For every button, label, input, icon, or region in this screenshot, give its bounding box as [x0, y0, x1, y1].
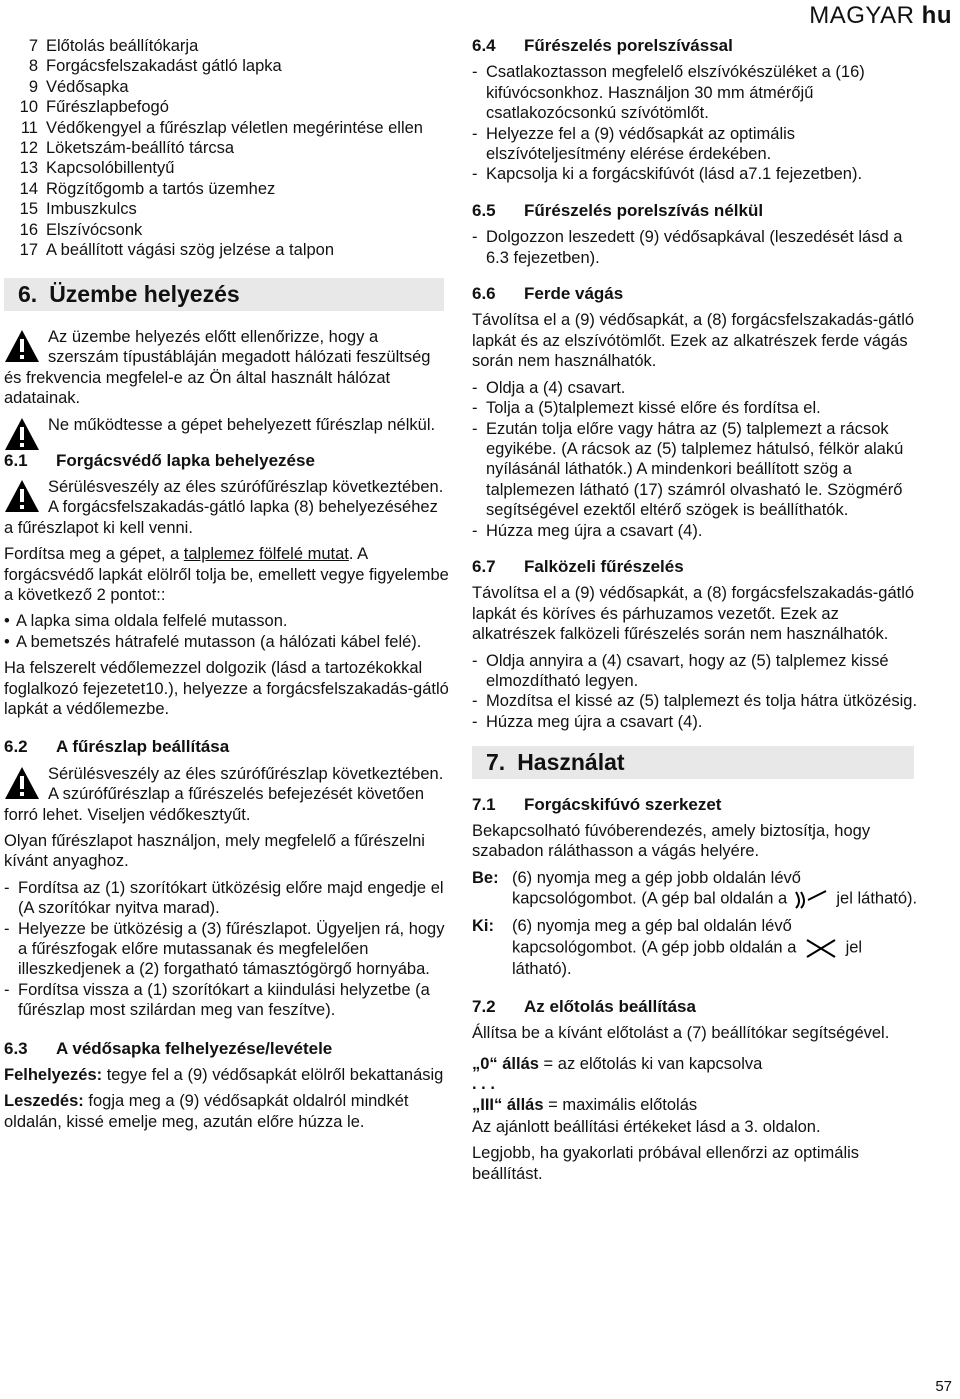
step-item: - Fordítsa vissza a (1) szorítókart a kiindulási helyzetbe (a fűrészlap most szilárdan meg van feszítve). [4, 980, 450, 1021]
part-name: Fűrészlapbefogó [46, 98, 169, 117]
instruction-text [512, 916, 920, 979]
warning-sharp-blade [4, 477, 450, 538]
bullet-item: • A lapka sima oldala felfelé mutasson. [4, 611, 450, 631]
part-name: A beállított vágási szög jelzése a talpon [46, 241, 335, 260]
part-number: 9 [28, 77, 38, 96]
paragraph [4, 1065, 450, 1085]
parts-list-item [4, 36, 450, 56]
section-number: 7. [486, 749, 506, 776]
part-name: Imbuszkulcs [46, 200, 137, 219]
part-number: 13 [19, 159, 38, 178]
text: fogja meg a (9) védősapkát oldalról mindkét oldalán, kissé emelje meg, azután előre húzza le. [4, 1092, 409, 1131]
part-name: Előtolás beállítókarja [46, 37, 199, 55]
paragraph: Ha felszerelt védőlemezzel dolgozik (lásd a tartozékokkal foglalkozó fejezetet10.), helyezze a forgácsfelszakadás-gátló lapkát a védőlemezbe. [4, 659, 449, 718]
section-7-1-heading [472, 795, 920, 815]
language-code: hu [921, 2, 952, 29]
bold-label: „0“ állás [472, 1054, 539, 1073]
step-item: - Fordítsa az (1) szorítókart ütközésig előre majd engedje el (A szorítókar nyitva marad). [4, 878, 450, 919]
left-column [4, 36, 450, 1138]
part-number: 16 [19, 220, 38, 239]
ellipsis: . . . [472, 1075, 495, 1094]
part-name: Rögzítőgomb a tartós üzemhez [46, 179, 276, 198]
step-item: - Dolgozzon leszedett (9) védősapkával (leszedését lásd a 6.3 fejezetben). [472, 227, 920, 268]
section-7-heading [472, 746, 914, 778]
text: (6) nyomja meg a gép bal oldalán lévő kapcsológombot. (A gép jobb oldalán a [512, 917, 797, 956]
part-name: Löketszám-beállító tárcsa [46, 139, 235, 158]
setting-max [472, 1095, 920, 1115]
paragraph: Legjobb, ha gyakorlati próbával ellenőrzi az optimális beállítást. [472, 1144, 860, 1183]
warning-text: Sérülésveszély az éles szúrófűrészlap következtében. A szúrófűrészlap a fűrészelés befejezését követően forró lehet. Viseljen védőkesztyűt. [4, 764, 444, 824]
paragraph: Állítsa be a kívánt előtolást a (7) beállítókar segítségével. [472, 1024, 890, 1043]
part-number: 8 [28, 57, 38, 76]
warning-no-blade [4, 415, 450, 435]
warning-voltage [4, 327, 450, 409]
step-item: - Oldja annyira a (4) csavart, hogy az (5) talplemez kissé elmozdítható legyen. [472, 651, 920, 692]
blower-on-instruction [472, 868, 920, 910]
language-header [809, 2, 952, 30]
blower-off-symbol-icon [801, 937, 841, 959]
parts-list [4, 36, 450, 260]
step-list [472, 62, 920, 184]
paragraph: Távolítsa el a (9) védősapkát, a (8) forgácsfelszakadás-gátló lapkát és az elszívótömlőt. Ezek az alkatrészek ferde vágás során nem használhatók. [472, 311, 915, 371]
part-name: Védőkengyel a fűrészlap véletlen megérintése ellen [46, 118, 423, 137]
part-number: 15 [19, 200, 38, 219]
paragraph: Távolítsa el a (9) védősapkát, a (8) forgácsfelszakadás-gátló lapkát és köríves és párhuzamos vezetőt. Ezek az alkatrészek falközeli fűrészelés során nem használhatók. [472, 584, 915, 644]
section-number: 6.5 [472, 200, 496, 220]
part-number: 10 [19, 98, 38, 117]
section-number: 6.2 [4, 737, 28, 757]
section-number: 6.3 [4, 1038, 28, 1058]
section-title: Forgácsvédő lapka behelyezése [56, 450, 315, 470]
warning-triangle-icon [4, 329, 40, 363]
part-name: Elszívócsonk [46, 220, 143, 239]
text: jel látható). [512, 937, 863, 978]
section-number: 6.6 [472, 284, 496, 304]
step-item: - Kapcsolja ki a forgácskifúvót (lásd a7.1 fejezetben). [472, 164, 920, 184]
section-7-2-heading [472, 997, 920, 1017]
section-title: Az előtolás beállítása [524, 997, 696, 1017]
section-title: Forgácskifúvó szerkezet [524, 794, 722, 814]
right-column [472, 36, 920, 1190]
step-item: - Tolja a (5)talplemezt kissé előre és fordítsa el. [472, 398, 920, 418]
warning-text: Sérülésveszély az éles szúrófűrészlap következtében. A forgácsfelszakadás-gátló lapka (8) behelyezéséhez a fűrészlapot ki kell venni. [4, 477, 444, 537]
paragraph [4, 544, 450, 605]
step-item: - Csatlakoztasson megfelelő elszívókészüléket a (16) kifúvócsonkhoz. Használjon 30 mm átmérőjű csatlakozócsonkú szívótömlőt. [472, 62, 920, 123]
text: = az előtolás ki van kapcsolva [538, 1054, 763, 1073]
bullet-list [4, 611, 450, 652]
step-item: - Oldja a (4) csavart. [472, 378, 920, 398]
bold-label: Be: [472, 868, 499, 887]
section-6-heading [4, 278, 444, 310]
warning-triangle-icon [4, 479, 40, 513]
section-title: A védősapka felhelyezése/levétele [56, 1038, 333, 1058]
part-name: Kapcsolóbillentyű [46, 159, 175, 178]
step-item: - Ezután tolja előre vagy hátra az (5) talplemezt a rácsok egyikébe. (A rácsok az (5) talplemez hátulsó, félkör alakú nyílásánál láthatók.) A mindenkori beállított szög a talplemezen látható (17) számról olvasható le. Szögmérő segítségével ezektől eltérő szögek is beállíthatók. [472, 419, 920, 521]
parts-list-item [4, 240, 450, 260]
bold-label: Ki: [472, 917, 494, 936]
section-6-5-heading [472, 201, 920, 221]
step-item: - Helyezze fel a (9) védősapkát az optimális elszívóteljesítmény elérése érdekében. [472, 124, 920, 165]
step-list [472, 378, 920, 541]
text: jel látható). [836, 889, 918, 908]
bold-label: Leszedés: [4, 1092, 84, 1111]
section-number: 6.7 [472, 556, 496, 576]
part-number: 14 [19, 179, 38, 198]
section-number: 7.2 [472, 997, 496, 1017]
section-title: Fűrészelés porelszívással [524, 36, 733, 55]
paragraph: Az ajánlott beállítási értékeket lásd a 3. oldalon. [472, 1118, 821, 1137]
section-title: A fűrészlap beállítása [56, 737, 230, 757]
section-number: 7.1 [472, 794, 496, 814]
parts-list-item [4, 97, 450, 117]
text: = maximális előtolás [543, 1095, 698, 1114]
section-6-7-heading [472, 557, 920, 577]
text: (6) nyomja meg a gép jobb oldalán lévő kapcsológombot. (A gép bal oldalán a [512, 868, 801, 908]
underlined-text: talplemez fölfelé mutat [183, 545, 349, 564]
bold-label: Felhelyezés: [4, 1066, 103, 1085]
step-item: - Húzza meg újra a csavart (4). [472, 521, 920, 541]
warning-triangle-icon [4, 417, 40, 451]
paragraph: Bekapcsolható fúvóberendezés, amely biztosítja, hogy szabadon ráláthasson a vágás helyére. [472, 822, 871, 861]
language-name: MAGYAR [809, 2, 915, 29]
blower-off-instruction [472, 916, 920, 979]
instruction-text [512, 868, 920, 910]
section-6-2-heading [4, 737, 450, 757]
page-number: 57 [935, 1378, 952, 1395]
part-number: 7 [28, 37, 38, 55]
warning-text: Ne működtesse a gépet behelyezett fűrészlap nélkül. [48, 415, 436, 434]
warning-triangle-icon [4, 766, 40, 800]
section-number: 6. [18, 281, 38, 308]
paragraph: Olyan fűrészlapot használjon, mely megfelelő a fűrészelni kívánt anyaghoz. [4, 832, 425, 871]
part-number: 11 [20, 118, 38, 137]
section-6-4-heading [472, 36, 920, 56]
section-title: Használat [517, 749, 625, 776]
section-title: Ferde vágás [524, 284, 624, 304]
step-item: - Húzza meg újra a csavart (4). [472, 712, 920, 732]
section-title: Fűrészelés porelszívás nélkül [524, 200, 764, 220]
bullet-item: • A bemetszés hátrafelé mutasson (a hálózati kábel felé). [4, 632, 450, 652]
section-6-1-heading [4, 451, 450, 471]
parts-list-item [4, 220, 450, 240]
parts-list-item [4, 199, 450, 219]
parts-list-item [4, 118, 450, 138]
warning-text: Az üzembe helyezés előtt ellenőrizze, hogy a szerszám típustábláján megadott hálózati feszültség és frekvencia megfelel-e az Ön által használt hálózat adatainak. [4, 327, 431, 408]
section-number: 6.4 [472, 36, 496, 55]
blower-on-symbol-icon [792, 888, 832, 910]
warning-hot-blade [4, 764, 450, 825]
section-title: Falközeli fűrészelés [524, 556, 684, 576]
step-list [472, 651, 920, 733]
parts-list-item [4, 158, 450, 178]
parts-list-item [4, 77, 450, 97]
step-list [4, 878, 450, 1021]
section-6-6-heading [472, 284, 920, 304]
step-item: - Helyezze be ütközésig a (3) fűrészlapot. Ügyeljen rá, hogy a fűrészfogak előre mutassanak és megfelelően illeszkedjenek a (2) forgatható támasztógörgő hornyába. [4, 919, 450, 980]
text: tegye fel a (9) védősapkát elölről bekattanásig [102, 1066, 444, 1085]
part-number: 17 [19, 241, 38, 260]
part-name: Forgácsfelszakadást gátló lapka [46, 57, 282, 76]
parts-list-item [4, 179, 450, 199]
bold-label: „III“ állás [472, 1095, 544, 1114]
setting-zero [472, 1054, 920, 1074]
text: . A forgácsvédő lapkát elölről tolja be, emellett vegye figyelembe a következő 2 pontot:: [4, 545, 449, 604]
step-list [472, 227, 920, 268]
parts-list-item [4, 56, 450, 76]
section-6-3-heading [4, 1039, 450, 1059]
part-name: Védősapka [46, 77, 129, 96]
part-number: 12 [19, 139, 38, 158]
text: Fordítsa meg a gépet, a [4, 545, 184, 564]
paragraph [4, 1091, 450, 1132]
step-item: - Mozdítsa el kissé az (5) talplemezt és tolja hátra ütközésig. [472, 691, 920, 711]
section-number: 6.1 [4, 450, 28, 470]
section-title: Üzembe helyezés [49, 281, 240, 308]
parts-list-item [4, 138, 450, 158]
